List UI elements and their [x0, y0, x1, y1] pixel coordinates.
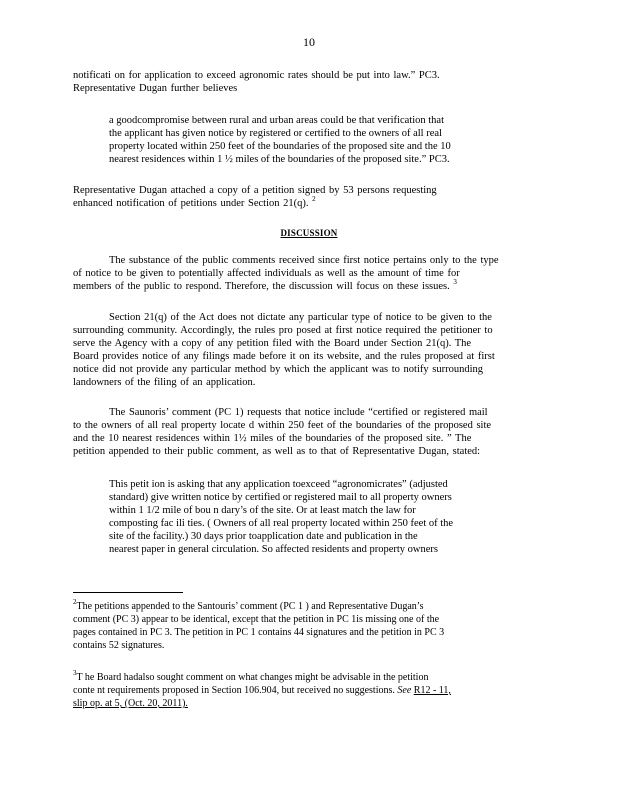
text-line: Section 21(q) of the Act does not dictate any particular type of notice to be given to the	[109, 312, 492, 323]
text-line: The Saunoris’ comment (PC 1) requests that notice include “certified or registered mail	[109, 407, 488, 418]
text-line: Representative Dugan further believes	[73, 83, 238, 94]
text-line: property located within 250 feet of the boundaries of the proposed site and the 10	[109, 141, 451, 152]
text-line-content: The petitions appended to the Santouris’ comment (PC 1 ) and Representative Dugan’s	[76, 601, 424, 612]
text-line: of notice to be given to potentially affected individuals as well as the amount of time for	[73, 268, 460, 279]
text-line: site of the facility.) 30 days prior toapplication date and publication in the	[109, 531, 418, 542]
text-line: to the owners of all real property locate d within 250 feet of the boundaries of the proposed site	[73, 420, 492, 431]
footnote-marker: 3	[73, 669, 77, 677]
text-line	[73, 671, 538, 684]
text-line: a goodcompromise between rural and urban areas could be that verification that	[109, 115, 444, 126]
text-line: landowners of the filing of an application.	[73, 377, 256, 388]
footnote-ref-3[interactable]: 3	[453, 278, 457, 286]
footnote-2	[73, 600, 538, 652]
page-number: 10	[303, 35, 315, 49]
block-quote-dugan	[109, 114, 504, 166]
text-line	[73, 600, 538, 613]
text-line	[73, 197, 538, 210]
text-line: the applicant has given notice by registered or certified to the owners of all real	[109, 128, 442, 139]
text-line: surrounding community. Accordingly, the rules pro posed at first notice required the petitioner to	[73, 325, 493, 336]
text-line: standard) give written notice by certified or registered mail to all property owners	[109, 492, 452, 503]
paragraph-saunoris-comment	[73, 406, 538, 458]
paragraph-petition	[73, 184, 538, 210]
citation-signal: See	[397, 685, 412, 696]
text-line	[73, 684, 538, 697]
text-line: contains 52 signatures.	[73, 640, 165, 651]
footnote-separator	[73, 592, 183, 593]
text-line: nearest paper in general circulation. So affected residents and property owners	[109, 544, 438, 555]
text-line: notificati on for application to exceed agronomic rates should be put into law.” PC3.	[73, 70, 440, 81]
text-line-content: conte nt requirements proposed in Section 106.904, but received no suggestions.	[73, 685, 395, 696]
text-line-content: enhanced notification of petitions under Section 21(q).	[73, 198, 309, 209]
text-line: This petit ion is asking that any application toexceed “agronomicrates” (adjusted	[109, 479, 448, 490]
text-line-content: members of the public to respond. Therefore, the discussion will focus on these issues.	[73, 281, 450, 292]
text-line: notice did not provide any particular method by which the applicant was to notify surrounding	[73, 364, 483, 375]
text-line: composting fac ili ties. ( Owners of all real property located within 250 feet of the	[109, 518, 454, 529]
paragraph-substance	[73, 254, 538, 293]
citation-link[interactable]: R12 - 11,	[413, 685, 451, 696]
footnote-marker: 2	[73, 598, 77, 606]
paragraph-section-21q	[73, 311, 538, 389]
section-heading-discussion: DISCUSSION	[280, 228, 338, 238]
text-line: Representative Dugan attached a copy of a petition signed by 53 persons requesting	[73, 185, 437, 196]
text-line: serve the Agency with a copy of any petition filed with the Board under Section 21(q). The	[73, 338, 472, 349]
footnote-3	[73, 671, 538, 710]
footnote-ref-2[interactable]: 2	[312, 195, 316, 203]
citation-link-continued[interactable]: slip op. at 5, (Oct. 20, 2011).	[73, 698, 188, 709]
text-line-content: T he Board hadalso sought comment on what changes might be advisable in the petition	[76, 672, 429, 683]
block-quote-petition	[109, 478, 504, 556]
text-line: within 1 1/2 mile of bou n dary’s of the site. Or at least match the law for	[109, 505, 416, 516]
paragraph-continuation	[73, 69, 538, 95]
text-line: pages contained in PC 3. The petition in PC 1 contains 44 signatures and the petition in PC 3	[73, 627, 445, 638]
text-line: comment (PC 3) appear to be identical, except that the petition in PC 1is missing one of the	[73, 614, 440, 625]
text-line: Board provides notice of any filings made before it on its website, and the rules proposed at first	[73, 351, 495, 362]
text-line	[73, 280, 538, 293]
text-line: The substance of the public comments received since first notice pertains only to the type	[109, 255, 499, 266]
text-line: and the 10 nearest residences within 1½ miles of the boundaries of the proposed site. ” The	[73, 433, 472, 444]
text-line: nearest residences within 1 ½ miles of the boundaries of the proposed site.” PC3.	[109, 154, 450, 165]
text-line: petition appended to their public comment, as well as to that of Representative Dugan, stated:	[73, 446, 481, 457]
